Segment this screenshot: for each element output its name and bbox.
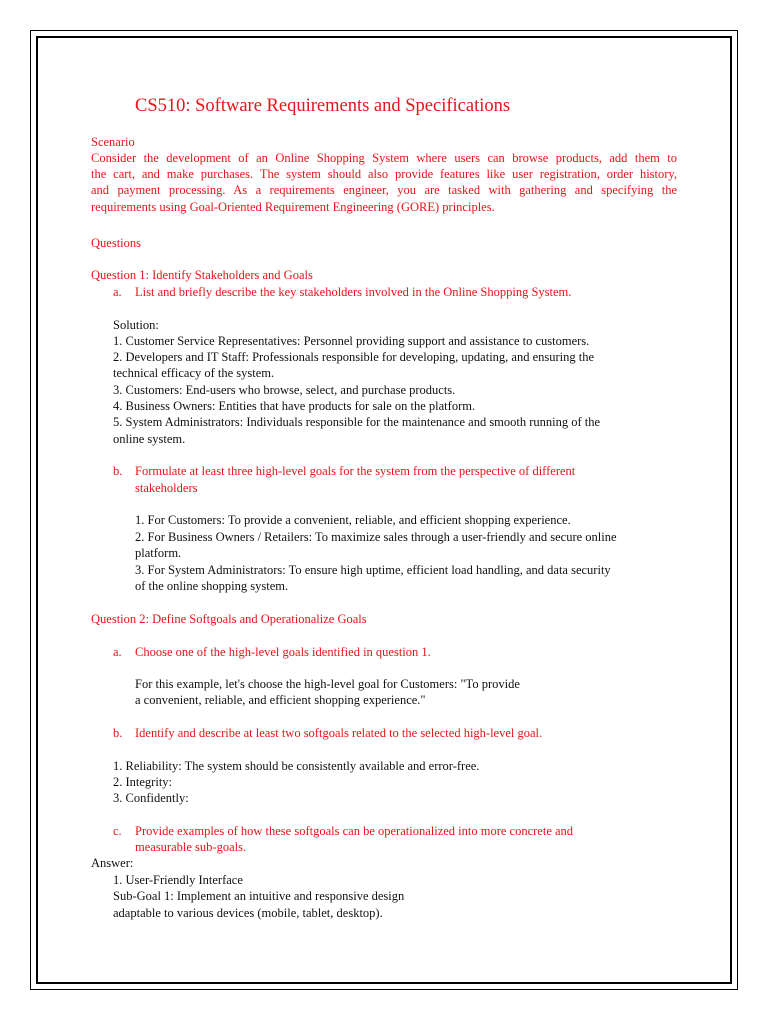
scenario-line-3: and payment processing. As a requirements engineer, you are tasked with gathering and specifying the <box>91 183 677 197</box>
questions-heading: Questions <box>91 236 141 250</box>
q2-a-text: Choose one of the high-level goals identified in question 1. <box>135 645 431 659</box>
scenario-heading: Scenario <box>91 135 135 149</box>
q1-goal-line-1: 1. For Customers: To provide a convenient, reliable, and efficient shopping experience. <box>135 513 571 527</box>
q1-solution-line-6: 5. System Administrators: Individuals responsible for the maintenance and smooth running of the <box>113 415 601 429</box>
q1-b-item <box>113 463 575 479</box>
q2-b-marker: b. <box>113 726 123 740</box>
q1-goal-line-2: 2. For Business Owners / Retailers: To maximize sales through a user-friendly and secure online <box>135 530 617 544</box>
q2-c-text-1: Provide examples of how these softgoals can be operationalized into more concrete and <box>135 824 574 838</box>
q2-a-answer-line-1: For this example, let's choose the high-level goal for Customers: "To provide <box>135 677 520 691</box>
scenario-line-1: Consider the development of an Online Shopping System where users can browse products, add them to <box>91 151 677 165</box>
q2-b-text: Identify and describe at least two softgoals related to the selected high-level goal. <box>135 726 543 740</box>
q1-a-item <box>113 284 571 300</box>
q2-c-text-2: measurable sub-goals. <box>135 840 247 854</box>
q2-a-item <box>113 644 431 660</box>
q2-answer-label: Answer: <box>91 856 134 870</box>
scenario-line-2: the cart, and make purchases. The system should also provide features like user registration, order history, <box>91 167 677 181</box>
q1-a-marker: a. <box>113 285 122 299</box>
q1-goal-line-3: platform. <box>135 546 182 560</box>
q2-softgoal-line-2: 2. Integrity: <box>113 775 173 789</box>
document-title: CS510: Software Requirements and Specifications <box>135 96 511 116</box>
q1-a-text: List and briefly describe the key stakeholders involved in the Online Shopping System. <box>135 285 572 299</box>
q1-solution-label: Solution: <box>113 318 159 332</box>
q1-b-text-1: Formulate at least three high-level goals for the system from the perspective of different <box>135 464 576 478</box>
q1-goal-line-4: 3. For System Administrators: To ensure high uptime, efficient load handling, and data security <box>135 563 611 577</box>
q2-answer-line-1: 1. User-Friendly Interface <box>113 873 243 887</box>
q2-c-item <box>113 823 573 839</box>
q1-b-text-2: stakeholders <box>135 481 198 495</box>
q1-solution-line-2: 2. Developers and IT Staff: Professionals responsible for developing, updating, and ensuring the <box>113 350 595 364</box>
q2-softgoal-line-1: 1. Reliability: The system should be consistently available and error-free. <box>113 759 480 773</box>
q2-a-answer-line-2: a convenient, reliable, and efficient shopping experience." <box>135 693 426 707</box>
q1-heading: Question 1: Identify Stakeholders and Goals <box>91 268 313 282</box>
q1-solution-line-7: online system. <box>113 432 186 446</box>
q2-b-item <box>113 725 542 741</box>
q1-solution-line-1: 1. Customer Service Representatives: Personnel providing support and assistance to customers. <box>113 334 590 348</box>
q1-solution-line-3: technical efficacy of the system. <box>113 366 275 380</box>
q1-goal-line-5: of the online shopping system. <box>135 579 289 593</box>
q2-c-marker: c. <box>113 824 122 838</box>
q2-a-marker: a. <box>113 645 122 659</box>
q1-b-marker: b. <box>113 464 123 478</box>
q1-solution-line-5: 4. Business Owners: Entities that have products for sale on the platform. <box>113 399 476 413</box>
scenario-line-4: requirements using Goal-Oriented Requirement Engineering (GORE) principles. <box>91 200 495 214</box>
q2-softgoal-line-3: 3. Confidently: <box>113 791 189 805</box>
q2-answer-line-2: Sub-Goal 1: Implement an intuitive and responsive design <box>113 889 405 903</box>
q1-solution-line-4: 3. Customers: End-users who browse, select, and purchase products. <box>113 383 456 397</box>
q2-heading: Question 2: Define Softgoals and Operationalize Goals <box>91 612 367 626</box>
q2-answer-line-3: adaptable to various devices (mobile, tablet, desktop). <box>113 906 383 920</box>
